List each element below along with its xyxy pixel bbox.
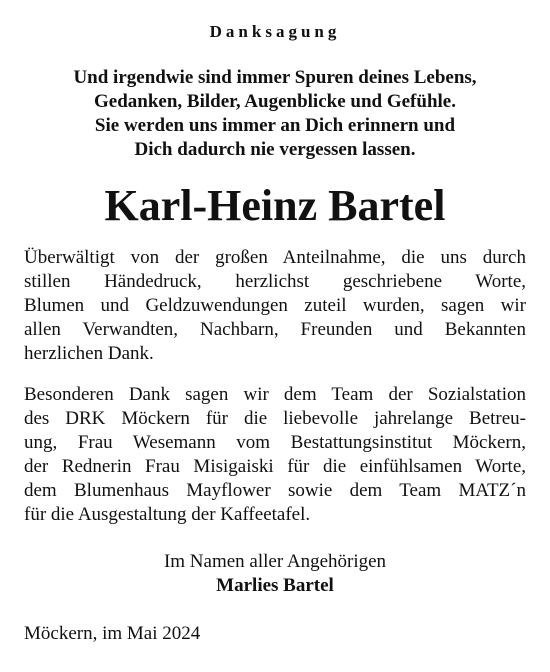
paragraph-line: dem Blumenhaus Mayflower sowie dem Team MATZ´n [24,480,526,501]
poem-line: Dich dadurch nie vergessen lassen. [134,139,416,160]
paragraph-line: Blumen und Geldzuwendungen zuteil wurden, sagen wir [24,295,526,316]
paragraph-line: ung, Frau Wesemann vom Bestattungsinstitut Möckern, [24,432,526,453]
deceased-name: Karl-Heinz Bartel [104,181,446,230]
heading: Danksagung [209,22,341,41]
paragraph-line: herzlichen Dank. [24,343,154,364]
paragraph-line: Überwältigt von der großen Anteilnahme, die uns durch [24,247,526,268]
poem-line: Und irgendwie sind immer Spuren deines Lebens, [73,67,477,88]
place-date: Möckern, im Mai 2024 [24,623,201,644]
paragraph-line: der Rednerin Frau Misigaiski für die einfühlsamen Worte, [24,456,526,477]
paragraph-line: allen Verwandten, Nachbarn, Freunden und Bekannten [24,319,526,340]
thanks-paragraph [24,246,526,366]
poem-line: Gedanken, Bilder, Augenblicke und Gefühle. [94,91,456,112]
signature-block [0,550,550,598]
paragraph-line: stillen Händedruck, herzlichst geschriebene Worte, [24,271,526,292]
special-thanks-paragraph [24,383,526,527]
signature-intro: Im Namen aller Angehörigen [163,551,387,572]
poem [0,66,550,162]
paragraph-line: für die Ausgestaltung der Kaffeetafel. [24,504,311,525]
poem-line: Sie werden uns immer an Dich erinnern und [94,115,456,136]
signer-name: Marlies Bartel [216,575,334,596]
paragraph-line: des DRK Möckern für die liebevolle jahrelange Betreu- [24,408,526,429]
paragraph-line: Besonderen Dank sagen wir dem Team der Sozialstation [24,384,526,405]
